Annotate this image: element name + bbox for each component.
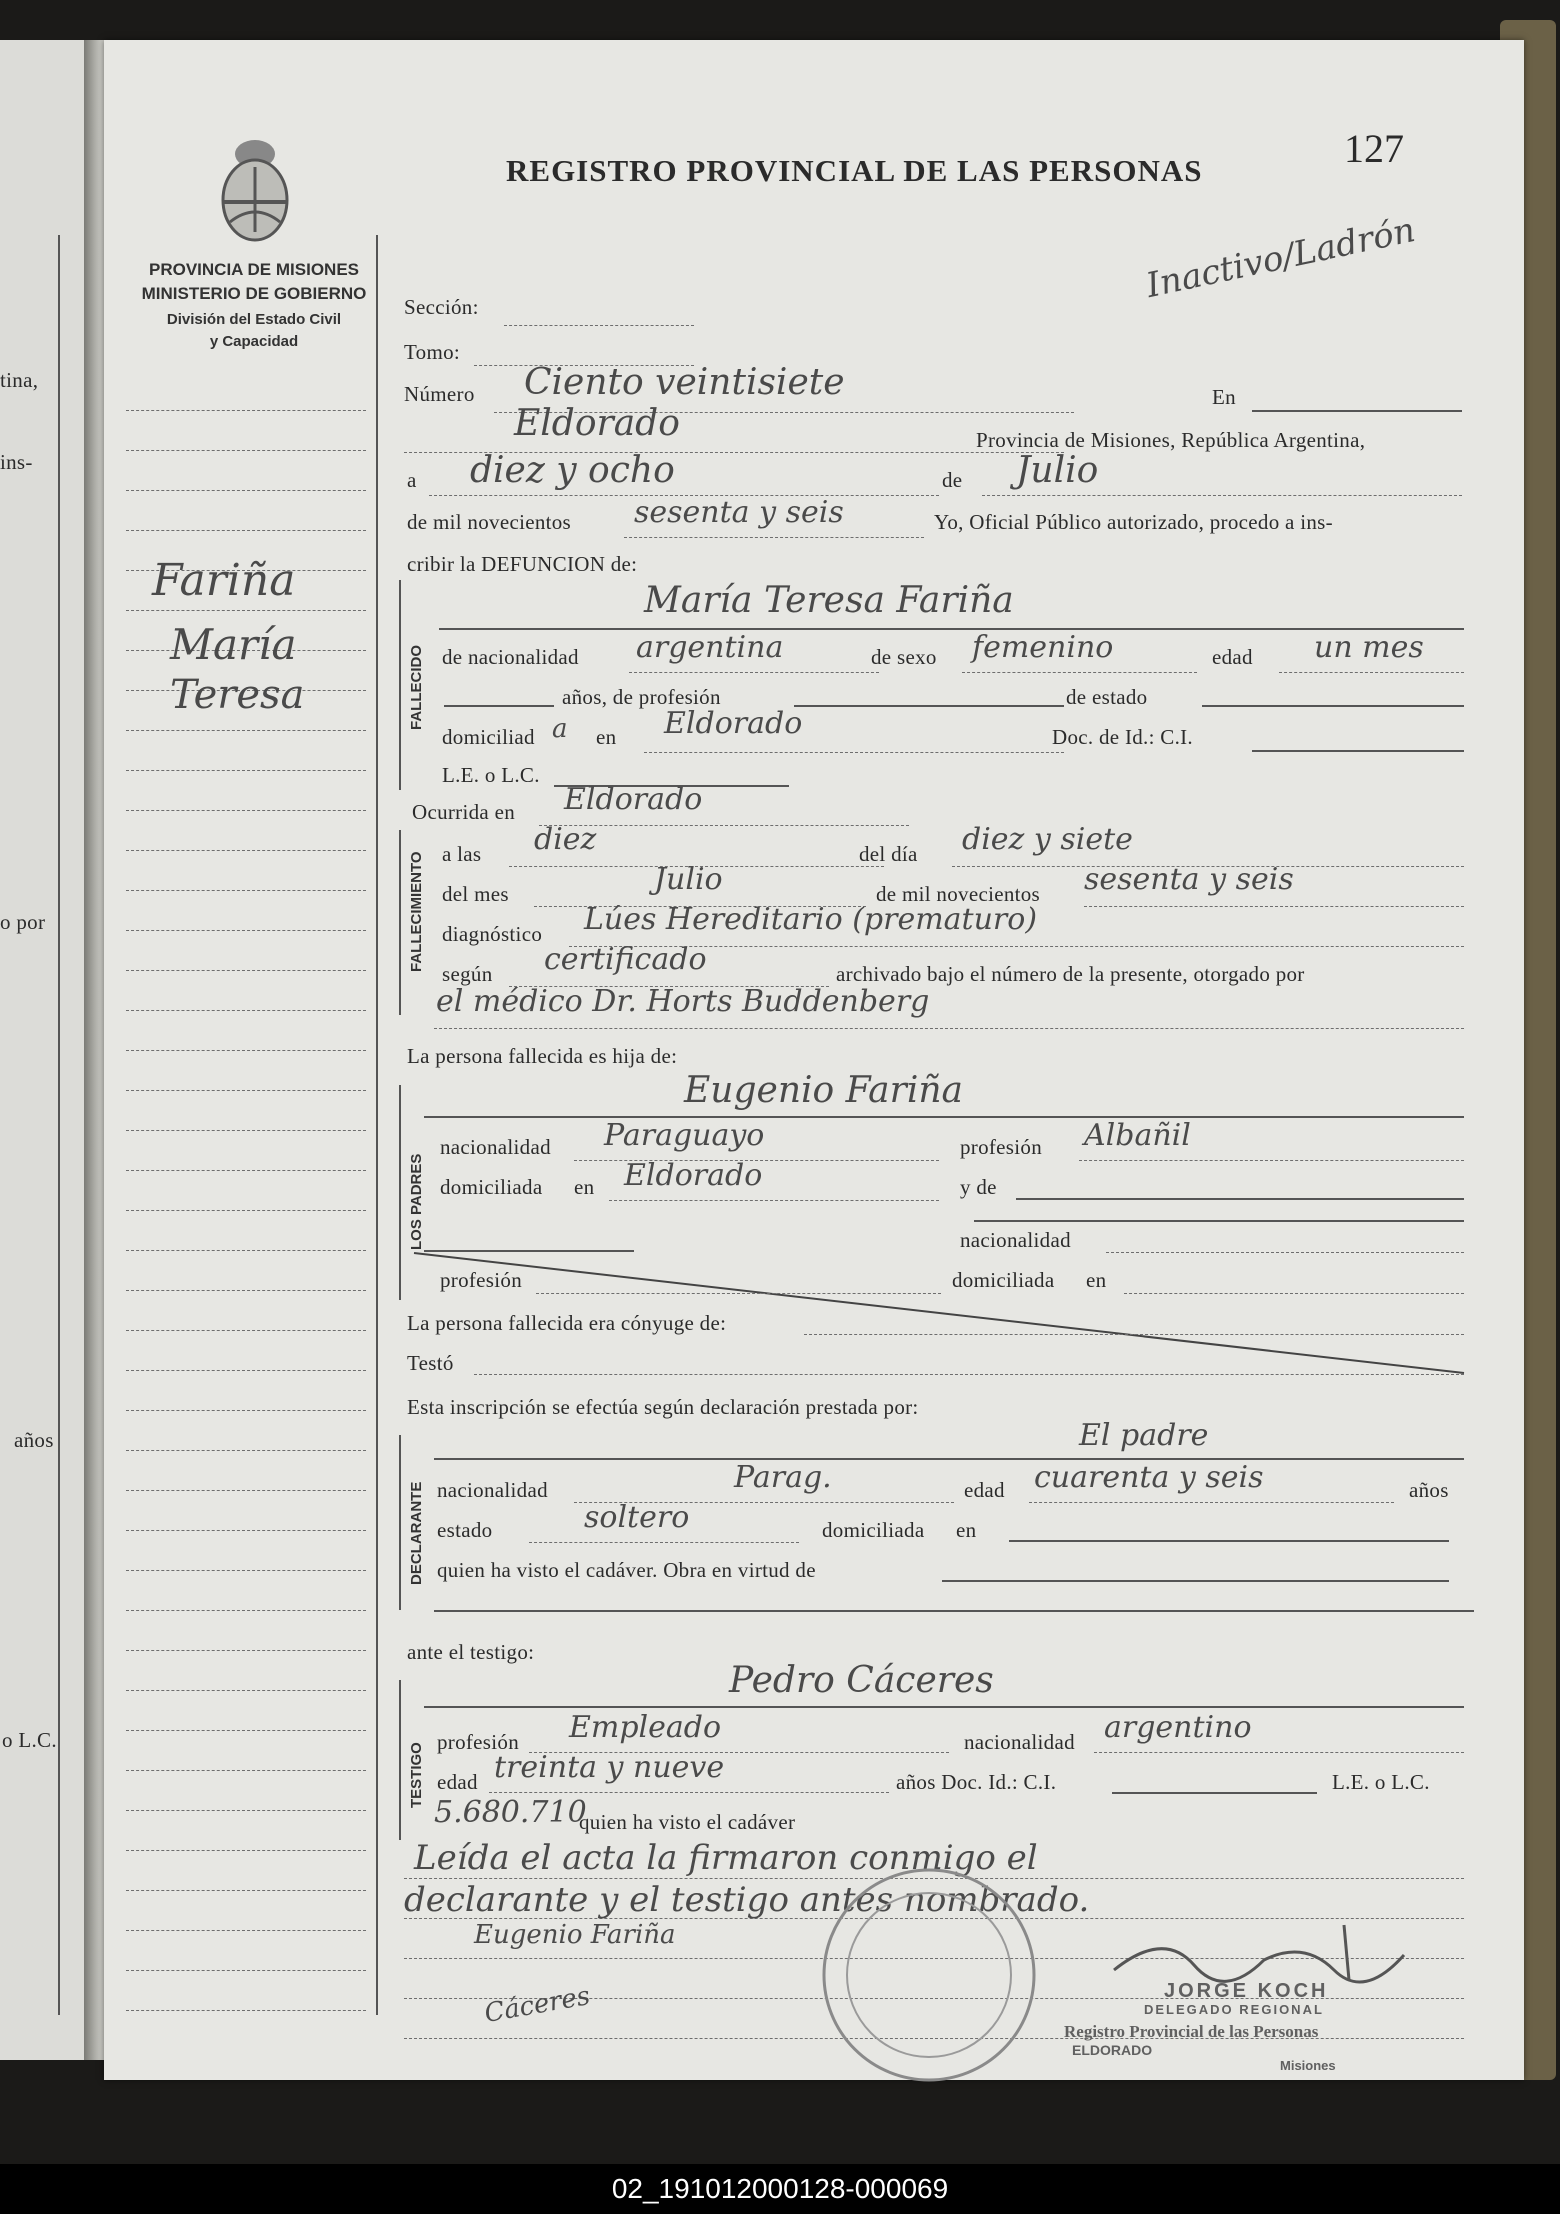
header-division-2: y Capacidad [209, 333, 299, 350]
label-doc: Doc. de Id.: C.I. [1052, 725, 1193, 749]
stamp-line: Misiones [1280, 2058, 1336, 2073]
line [529, 1542, 799, 1543]
margin-line [126, 1850, 366, 1851]
value-nombre: María Teresa Fariña [644, 580, 1014, 621]
label-hija: La persona fallecida es hija de: [407, 1044, 678, 1068]
value-decl-edad: cuarenta y seis [1034, 1460, 1264, 1495]
margin-line [126, 1930, 366, 1931]
line [644, 752, 1064, 753]
value-diagnostico: Lúes Hereditario (prematuro) [584, 902, 1038, 937]
block-rule [399, 1435, 401, 1610]
line [504, 325, 694, 326]
margin-name: María [170, 620, 297, 669]
label-tomo: Tomo: [404, 340, 461, 364]
label-edad: edad [1212, 645, 1253, 669]
stamp-line: ELDORADO [1072, 2042, 1153, 2058]
margin-line [126, 970, 366, 971]
value-lugar: Eldorado [514, 403, 680, 444]
label-anos-decl: años [1409, 1478, 1449, 1502]
line [1009, 1540, 1449, 1542]
label-a-las: a las [442, 842, 482, 866]
label-y-de: y de [960, 1175, 997, 1199]
line [536, 1293, 941, 1294]
label-esta: Esta inscripción se efectúa según declaración prestada por: [407, 1395, 919, 1419]
line [1112, 1792, 1317, 1794]
label-anos-test: años Doc. Id.: C.I. [896, 1770, 1057, 1794]
signature-testigo: Cáceres [482, 1980, 593, 2030]
line [1124, 1293, 1464, 1294]
margin-line [126, 890, 366, 891]
label-prof-padre: profesión [960, 1135, 1043, 1159]
label-en: en [596, 725, 617, 749]
margin-line [126, 1530, 366, 1531]
label-en-madre: en [1086, 1268, 1107, 1292]
label-segun: según [442, 962, 493, 986]
label-diagnostico: diagnóstico [442, 922, 543, 946]
label-nac-decl: nacionalidad [437, 1478, 548, 1502]
value-domicilio: Eldorado [664, 706, 803, 741]
margin-rule [58, 235, 60, 2015]
line [1094, 1752, 1464, 1753]
margin-line [126, 770, 366, 771]
margin-line [126, 1450, 366, 1451]
label-nac-madre: nacionalidad [960, 1228, 1071, 1252]
prev-text: años [14, 1428, 54, 1452]
closing-text: declarante y el testigo antes nombrado. [404, 1880, 1090, 1920]
label-prof-test: profesión [437, 1730, 520, 1754]
line [1029, 1502, 1394, 1503]
label-sexo: de sexo [871, 645, 937, 669]
margin-line [126, 1210, 366, 1211]
value-test-edad: treinta y nueve [494, 1750, 725, 1785]
label-del-dia: del día [859, 842, 918, 866]
value-medico: el médico Dr. Horts Buddenberg [436, 984, 930, 1019]
side-label-padres: LOS PADRES [408, 1153, 425, 1250]
block-rule [399, 580, 401, 790]
coat-of-arms-icon [210, 132, 300, 252]
line [1252, 410, 1462, 412]
line [1279, 672, 1464, 673]
margin-line [126, 930, 366, 931]
label-de: de [942, 468, 963, 492]
label-anos-profesion: años, de profesión [562, 685, 721, 709]
value-hora: diez [534, 822, 597, 857]
top-signature: Inactivo/Ladrón [1142, 210, 1419, 306]
stamp-role: DELEGADO REGIONAL [1144, 2002, 1324, 2017]
label-le: L.E. o L.C. [442, 763, 540, 787]
margin-line [126, 530, 366, 531]
margin-name: Fariña [152, 555, 296, 606]
margin-line [126, 1370, 366, 1371]
round-seal-icon [809, 1860, 1049, 2090]
side-label-testigo: TESTIGO [408, 1742, 425, 1808]
line [624, 537, 924, 538]
line [434, 1028, 1464, 1029]
line [489, 1792, 889, 1793]
register-page [104, 40, 1524, 2080]
line [609, 1200, 939, 1201]
value-padre-nac: Paraguayo [604, 1118, 765, 1153]
side-label-fallecido: FALLECIDO [408, 645, 425, 730]
margin-line [126, 2010, 366, 2011]
line [439, 628, 1464, 630]
line [1016, 1198, 1464, 1200]
label-de-mil-2: de mil novecientos [876, 882, 1041, 906]
value-dia: diez y ocho [470, 450, 675, 491]
value-anio-fallec: sesenta y seis [1084, 862, 1294, 897]
label-en: En [1212, 385, 1236, 409]
label-inscribir: cribir la DEFUNCION de: [407, 552, 638, 576]
prev-text: o L.C. [2, 1728, 57, 1752]
label-le-test: L.E. o L.C. [1332, 1770, 1430, 1794]
margin-line [126, 1810, 366, 1811]
margin-line [126, 1130, 366, 1131]
line [1202, 705, 1464, 707]
label-edad-decl: edad [964, 1478, 1005, 1502]
value-anio: sesenta y seis [634, 495, 844, 530]
margin-line [126, 1570, 366, 1571]
margin-line [126, 730, 366, 731]
line [962, 672, 1197, 673]
line [424, 1706, 1464, 1708]
value-testigo: Pedro Cáceres [729, 1660, 994, 1701]
margin-line [126, 1610, 366, 1611]
label-estado: de estado [1066, 685, 1148, 709]
value-dia-fallec: diez y siete [962, 822, 1133, 857]
prev-text: o por [0, 910, 46, 934]
value-padre-prof: Albañil [1084, 1118, 1191, 1153]
signature-declarante: Eugenio Fariña [474, 1920, 676, 1950]
margin-line [126, 1890, 366, 1891]
label-dom-padre: domiciliada [440, 1175, 543, 1199]
margin-line [126, 610, 366, 611]
value-nacionalidad: argentina [636, 630, 784, 665]
line [434, 1610, 1474, 1612]
line [1079, 1160, 1464, 1161]
margin-name: Teresa [170, 672, 305, 718]
line [434, 1458, 1464, 1460]
margin-line [126, 1050, 366, 1051]
value-mes-fallec: Julio [654, 862, 723, 897]
value-ocurrida: Eldorado [564, 782, 703, 817]
value-test-ci: 5.680.710 [434, 1795, 587, 1830]
value-decl-nac: Parag. [734, 1460, 832, 1495]
page-title: REGISTRO PROVINCIAL DE LAS PERSONAS [506, 153, 1203, 188]
stamp-line: Registro Provincial de las Personas [1064, 2022, 1319, 2041]
label-quien-decl: quien ha visto el cadáver. Obra en virtud de [437, 1558, 816, 1582]
value-padre-dom: Eldorado [624, 1158, 763, 1193]
margin-line [126, 1490, 366, 1491]
margin-line [126, 450, 366, 451]
value-mes: Julio [1016, 450, 1099, 491]
label-quien-test: quien ha visto el cadáver [579, 1810, 796, 1834]
value-domicilio-genero: a [552, 714, 568, 744]
label-nacionalidad: de nacionalidad [442, 645, 579, 669]
label-archivado: archivado bajo el número de la presente, otorgado por [836, 962, 1305, 986]
margin-line [126, 490, 366, 491]
label-conyuge: La persona fallecida era cónyuge de: [407, 1311, 727, 1335]
label-dom-madre: domiciliada [952, 1268, 1055, 1292]
value-padre: Eugenio Fariña [684, 1070, 963, 1111]
label-nac-padre: nacionalidad [440, 1135, 551, 1159]
label-seccion: Sección: [404, 295, 479, 319]
margin-line [126, 1690, 366, 1691]
label-en-decl: en [956, 1518, 977, 1542]
header-province: PROVINCIA DE MISIONES [148, 260, 359, 279]
margin-line [126, 850, 366, 851]
label-de-mil: de mil novecientos [407, 510, 572, 534]
value-segun: certificado [544, 942, 707, 977]
margin-line [126, 410, 366, 411]
line [942, 1580, 1449, 1582]
line [1252, 750, 1464, 752]
previous-page [0, 40, 86, 2060]
side-label-fallecimiento: FALLECIMIENTO [408, 851, 425, 972]
margin-line [126, 1330, 366, 1331]
margin-line [126, 1290, 366, 1291]
margin-line [126, 1170, 366, 1171]
label-estado-decl: estado [437, 1518, 493, 1542]
line [804, 1334, 1464, 1335]
margin-line [126, 1730, 366, 1731]
block-rule [399, 830, 401, 1015]
label-ante: ante el testigo: [407, 1640, 535, 1664]
margin-line [126, 810, 366, 811]
margin-line [126, 1010, 366, 1011]
value-edad: un mes [1314, 630, 1424, 665]
label-domiciliado: domiciliad [442, 725, 535, 749]
value-declarante: El padre [1079, 1418, 1209, 1453]
margin-line [126, 1410, 366, 1411]
label-oficial: Yo, Oficial Público autorizado, procedo a ins- [934, 510, 1333, 534]
label-edad-test: edad [437, 1770, 478, 1794]
stamp-name: JORGE KOCH [1164, 1980, 1329, 2002]
line [982, 495, 1462, 496]
line [424, 1116, 1464, 1118]
margin-line [126, 1090, 366, 1091]
margin-line [126, 1970, 366, 1971]
label-en-padre: en [574, 1175, 595, 1199]
value-decl-estado: soltero [584, 1500, 690, 1535]
label-provincia: Provincia de Misiones, República Argentina, [976, 428, 1366, 452]
label-a: a [407, 468, 417, 492]
label-numero: Número [404, 382, 475, 406]
label-ocurrida: Ocurrida en [412, 800, 515, 824]
header-ministry: MINISTERIO DE GOBIERNO [141, 284, 367, 303]
margin-line [126, 1650, 366, 1651]
value-test-prof: Empleado [569, 1710, 722, 1745]
block-rule [399, 1085, 401, 1300]
label-testo: Testó [407, 1351, 454, 1375]
margin-line [126, 1770, 366, 1771]
value-test-nac: argentino [1104, 1710, 1252, 1745]
value-sexo: femenino [972, 630, 1114, 665]
margin-rule [376, 235, 378, 2015]
line [1084, 906, 1464, 907]
label-dom-decl: domiciliada [822, 1518, 925, 1542]
footer-caption: 02_191012000128-000069 [0, 2164, 1560, 2214]
label-nac-test: nacionalidad [964, 1730, 1075, 1754]
page-number: 127 [1344, 126, 1404, 171]
label-del-mes: del mes [442, 882, 509, 906]
line [794, 705, 1064, 707]
prev-text: ins- [0, 450, 33, 474]
header-division: División del Estado Civil [166, 311, 342, 328]
block-rule [399, 1680, 401, 1840]
line [444, 705, 554, 707]
prev-text: tina, [0, 368, 39, 392]
value-numero: Ciento veintisiete [524, 362, 845, 403]
margin-line [126, 1250, 366, 1251]
label-prof-madre: profesión [440, 1268, 523, 1292]
closing-text: Leída el acta la firmaron conmigo el [414, 1838, 1038, 1878]
line [629, 672, 879, 673]
line [474, 1374, 1464, 1375]
side-label-declarante: DECLARANTE [408, 1481, 425, 1585]
